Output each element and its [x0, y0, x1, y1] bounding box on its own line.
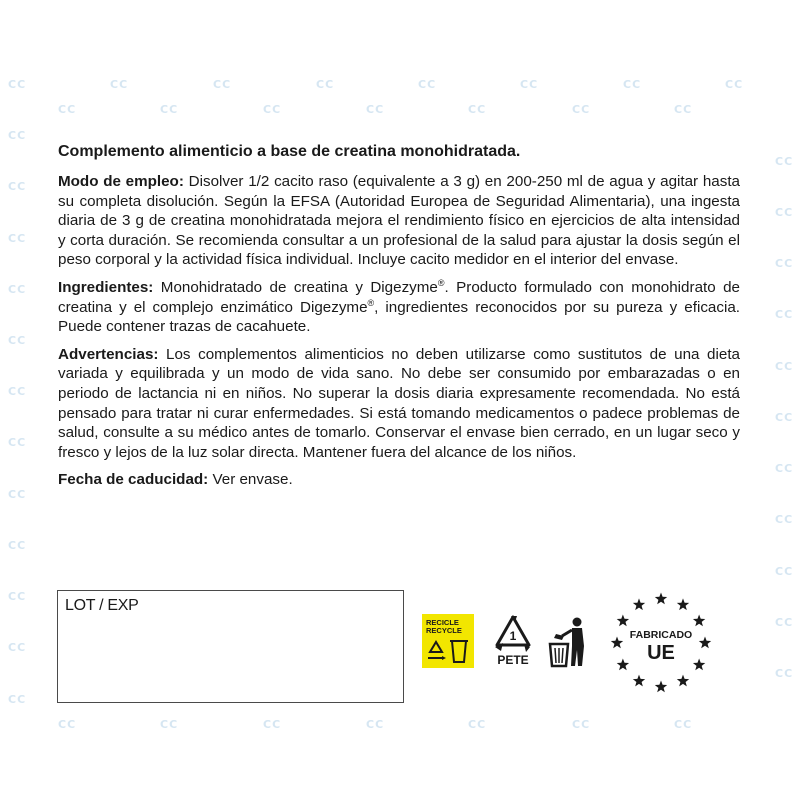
expiry-text: Ver envase.: [208, 471, 293, 489]
pete-number: 1: [509, 629, 517, 643]
registered-mark: ®: [367, 297, 375, 308]
usage-section: [58, 172, 740, 270]
watermark-mark: CC: [8, 180, 27, 193]
watermark-mark: CC: [775, 411, 794, 424]
expiry-label: Fecha de caducidad:: [58, 471, 209, 489]
watermark-mark: CC: [8, 385, 27, 398]
pete-label: PETE: [497, 653, 529, 667]
registered-mark: ®: [437, 277, 445, 288]
recycle-line2: RECYCLE: [426, 626, 462, 635]
watermark-mark: CC: [775, 462, 794, 475]
watermark-mark: CC: [8, 693, 27, 706]
tidyman-icon: [548, 616, 590, 668]
eu-star: [677, 598, 689, 610]
eu-star: [677, 675, 689, 687]
eu-stars-icon: [606, 588, 716, 698]
warnings-text: Los complementos alimenticios no deben utilizarse como sustitutos de una dieta variada y equilibrada y un modo de vida sano. No debe ser consumido por embarazadas o en periodo de lactancia ni en niños. No superar la dosis diaria expresamente recomendada. No está pensado para tratar ni curar enfermedades. Si está tomando medicamentos o padece problemas de salud, consulte a su médico antes de tomarlo. Conservar el envase bien cerrado, en un lugar seco y fresco y lejos de la luz solar directa. Mantener fuera del alcance de los niños.: [58, 345, 740, 461]
watermark-mark: CC: [572, 103, 591, 116]
watermark-mark: CC: [8, 129, 27, 142]
watermark-mark: CC: [775, 565, 794, 578]
watermark-mark: CC: [775, 308, 794, 321]
watermark-mark: CC: [572, 718, 591, 731]
watermark-mark: CC: [160, 103, 179, 116]
ingredients-label: Ingredientes:: [58, 278, 154, 296]
watermark-mark: CC: [8, 232, 27, 245]
watermark-mark: CC: [520, 78, 539, 91]
watermark-mark: CC: [316, 78, 335, 91]
watermark-mark: CC: [775, 206, 794, 219]
ingredients-section: [58, 278, 740, 337]
watermark-mark: CC: [8, 78, 27, 91]
eu-badge-line2: UE: [647, 642, 675, 664]
warnings-label: Advertencias:: [58, 345, 159, 363]
watermark-mark: CC: [775, 513, 794, 526]
watermark-mark: CC: [263, 718, 282, 731]
watermark-mark: CC: [418, 78, 437, 91]
watermark-mark: CC: [366, 718, 385, 731]
lot-exp-label: LOT / EXP: [65, 597, 139, 614]
watermark-mark: CC: [8, 283, 27, 296]
watermark-mark: CC: [8, 436, 27, 449]
eu-star: [693, 659, 705, 671]
label-content: [58, 140, 740, 498]
watermark-mark: CC: [263, 103, 282, 116]
watermark-mark: CC: [8, 641, 27, 654]
eu-star: [617, 615, 629, 627]
watermark-mark: CC: [775, 360, 794, 373]
eu-badge-line1: FABRICADO: [629, 629, 693, 641]
watermark-mark: CC: [8, 539, 27, 552]
recycle-bin-icon: [422, 614, 474, 668]
watermark-mark: CC: [775, 257, 794, 270]
eu-star: [655, 593, 667, 605]
warnings-section: [58, 345, 740, 463]
ingredients-text-2: . Producto formulado con monohidrato de creatina y el complejo enzimático Digezyme: [58, 278, 740, 316]
ingredients-text-1: Monohidratado de creatina y Digezyme: [153, 278, 438, 296]
watermark-mark: CC: [623, 78, 642, 91]
watermark-mark: CC: [110, 78, 129, 91]
eu-star: [633, 598, 645, 610]
eu-star: [617, 659, 629, 671]
eu-star: [655, 681, 667, 693]
watermark-mark: CC: [58, 103, 77, 116]
watermark-mark: CC: [8, 488, 27, 501]
pete-recycling-icon: [493, 614, 533, 654]
watermark-mark: CC: [775, 667, 794, 680]
watermark-mark: CC: [674, 718, 693, 731]
watermark-mark: CC: [725, 78, 744, 91]
eu-star: [611, 637, 623, 649]
expiry-section: [58, 470, 740, 490]
usage-label: Modo de empleo:: [58, 173, 184, 190]
recycle-line1: RECICLE: [426, 618, 459, 627]
watermark-mark: CC: [213, 78, 232, 91]
lot-exp-box: [57, 590, 404, 703]
watermark-mark: CC: [775, 155, 794, 168]
usage-text: Disolver 1/2 cacito raso (equivalente a 3 g) en 200-250 ml de agua y agitar hasta su completa disolución. Según la EFSA (Autoridad Europea de Seguridad Alimentaria), una ingesta diaria de 3 g de creatina monohidratada mejora el rendimiento físico en ejercicios de alta intensidad y corta duración. Se recomienda consultar a un profesional de la salud para ajustar la dosis según el peso corporal y la actividad física individual. Incluye cacito medidor en el interior del envase.: [58, 173, 741, 269]
eu-star: [693, 615, 705, 627]
watermark-mark: CC: [8, 334, 27, 347]
product-description: Complemento alimenticio a base de creatina monohidratada.: [58, 143, 521, 160]
eu-star: [633, 675, 645, 687]
watermark-mark: CC: [58, 718, 77, 731]
watermark-mark: CC: [674, 103, 693, 116]
watermark-mark: CC: [775, 616, 794, 629]
ingredients-text-3: , ingredientes reconocidos por su pureza y eficacia. Puede contener trazas de cacahuete.: [58, 298, 740, 336]
watermark-mark: CC: [468, 718, 487, 731]
watermark-mark: CC: [468, 103, 487, 116]
watermark-mark: CC: [366, 103, 385, 116]
watermark-mark: CC: [160, 718, 179, 731]
eu-star: [699, 637, 711, 649]
watermark-mark: CC: [8, 590, 27, 603]
